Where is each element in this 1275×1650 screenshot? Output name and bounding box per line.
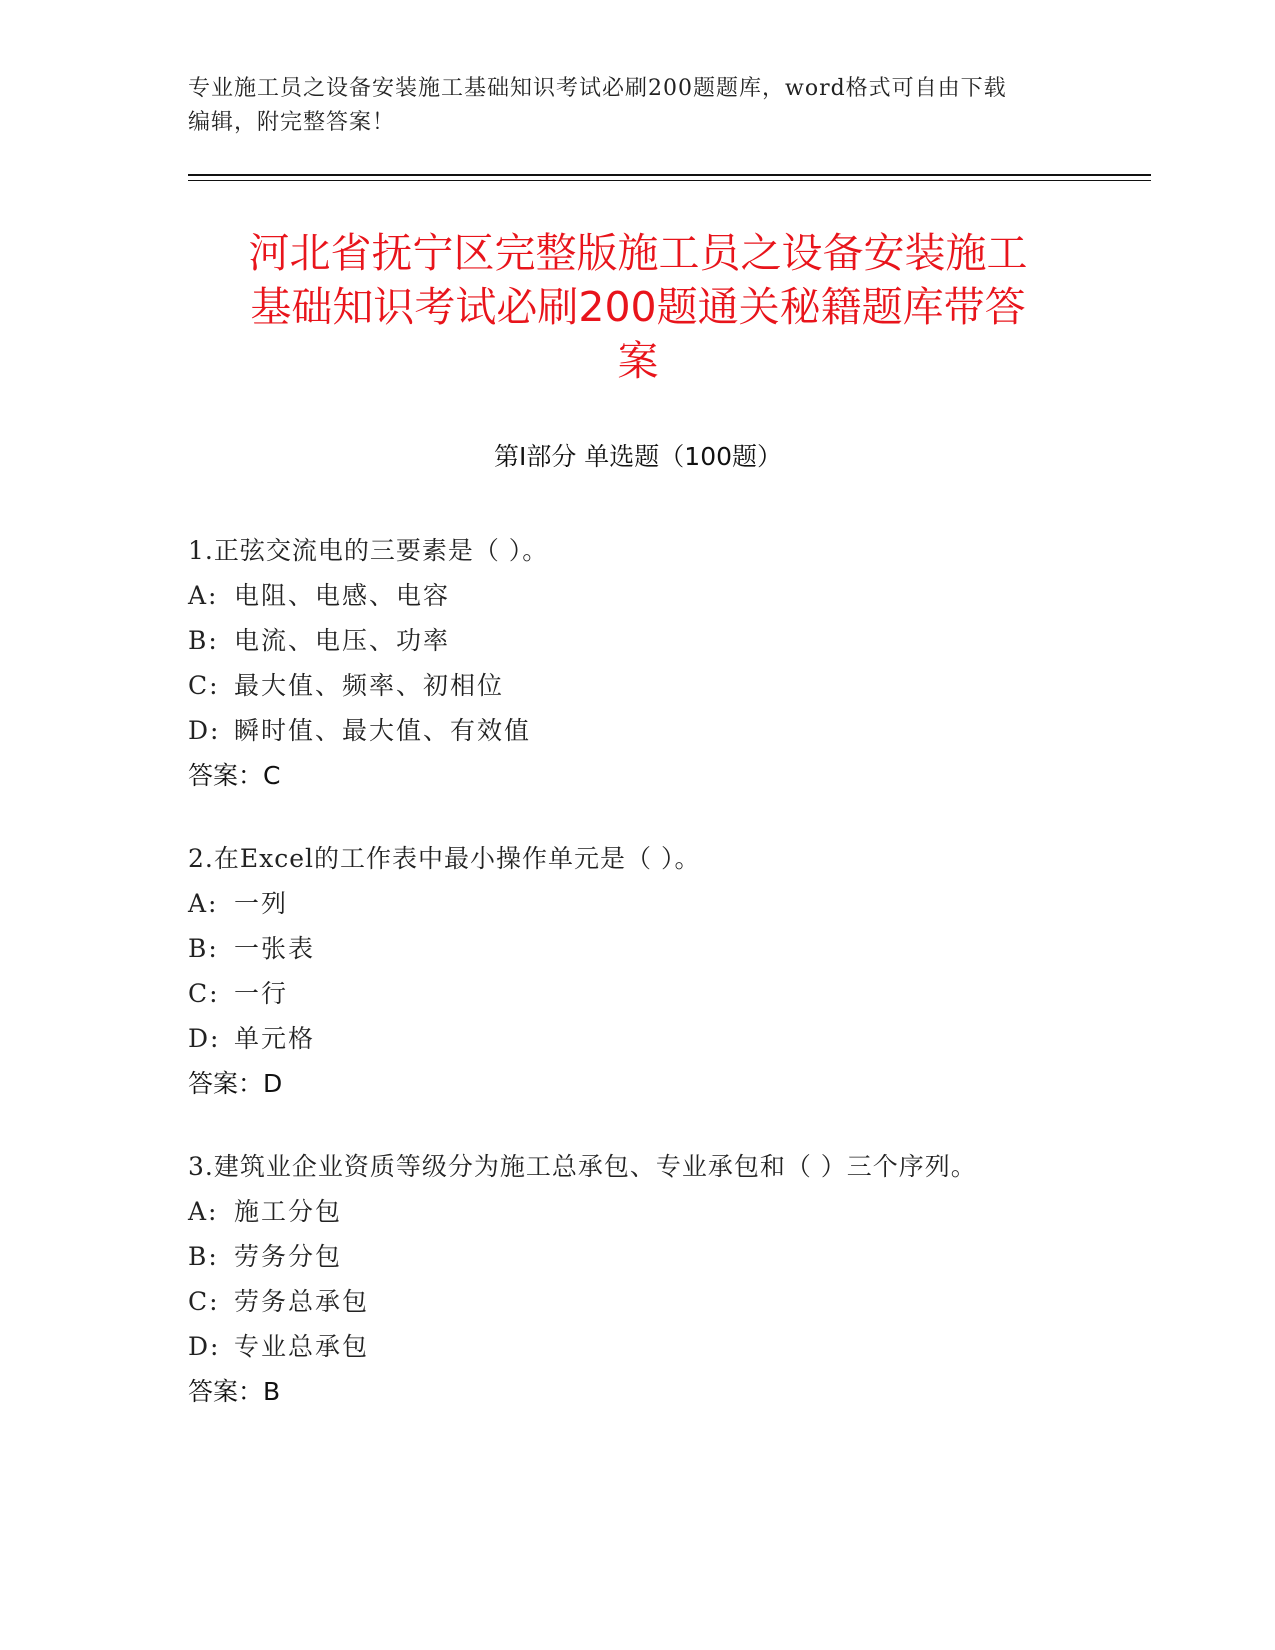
section-title: 第Ⅰ部分 单选题（100题） [493, 442, 783, 471]
question-stem: 1.正弦交流电的三要素是（ ）。 [188, 536, 549, 565]
option-key: C: [188, 671, 220, 700]
option-d [188, 708, 1108, 753]
option-key: A: [188, 581, 219, 610]
option-key: A: [188, 1197, 219, 1226]
question-2 [188, 836, 1108, 1106]
header-divider-thin [188, 180, 1151, 181]
option-key: D: [188, 1332, 221, 1361]
option-a [188, 881, 1108, 926]
option-text: 一张表 [234, 934, 316, 963]
option-key: D: [188, 1024, 221, 1053]
question-1 [188, 528, 1108, 798]
option-a [188, 573, 1108, 618]
option-text: 专业总承包 [234, 1332, 370, 1361]
option-text: 一行 [234, 979, 289, 1008]
option-key: B: [188, 626, 219, 655]
header-note [188, 72, 1088, 140]
question-stem: 3.建筑业企业资质等级分为施工总承包、专业承包和（ ）三个序列。 [188, 1152, 977, 1181]
header-divider-thick [188, 174, 1151, 176]
option-key: A: [188, 889, 219, 918]
title-line3: 案 [617, 337, 659, 385]
option-text: 施工分包 [234, 1197, 343, 1226]
option-c [188, 971, 1108, 1016]
answer-line: 答案：D [188, 1069, 283, 1098]
option-key: C: [188, 1287, 220, 1316]
question-stem: 2.在Excel的工作表中最小操作单元是（ ）。 [188, 844, 701, 873]
option-key: C: [188, 979, 220, 1008]
option-b [188, 618, 1108, 663]
option-key: B: [188, 934, 219, 963]
title-line1: 河北省抚宁区完整版施工员之设备安装施工 [248, 229, 1028, 277]
header-note-line2: 编辑，附完整答案！ [188, 110, 396, 135]
answer-line: 答案：C [188, 761, 281, 790]
option-text: 一列 [234, 889, 289, 918]
option-text: 最大值、频率、初相位 [234, 671, 505, 700]
document-title [188, 226, 1088, 388]
option-d [188, 1016, 1108, 1061]
option-text: 电流、电压、功率 [234, 626, 451, 655]
option-text: 瞬时值、最大值、有效值 [234, 716, 532, 745]
option-b [188, 1234, 1108, 1279]
question-3 [188, 1144, 1108, 1414]
option-c [188, 663, 1108, 708]
option-text: 单元格 [234, 1024, 316, 1053]
option-text: 电阻、电感、电容 [234, 581, 451, 610]
option-c [188, 1279, 1108, 1324]
header-note-line1: 专业施工员之设备安装施工基础知识考试必刷200题题库，word格式可自由下载 [188, 76, 1007, 101]
title-line2: 基础知识考试必刷200题通关秘籍题库带答 [250, 283, 1026, 331]
option-a [188, 1189, 1108, 1234]
option-text: 劳务分包 [234, 1242, 343, 1271]
option-key: B: [188, 1242, 219, 1271]
option-key: D: [188, 716, 221, 745]
option-d [188, 1324, 1108, 1369]
question-list [188, 528, 1108, 1452]
option-text: 劳务总承包 [234, 1287, 370, 1316]
answer-line: 答案：B [188, 1377, 281, 1406]
option-b [188, 926, 1108, 971]
